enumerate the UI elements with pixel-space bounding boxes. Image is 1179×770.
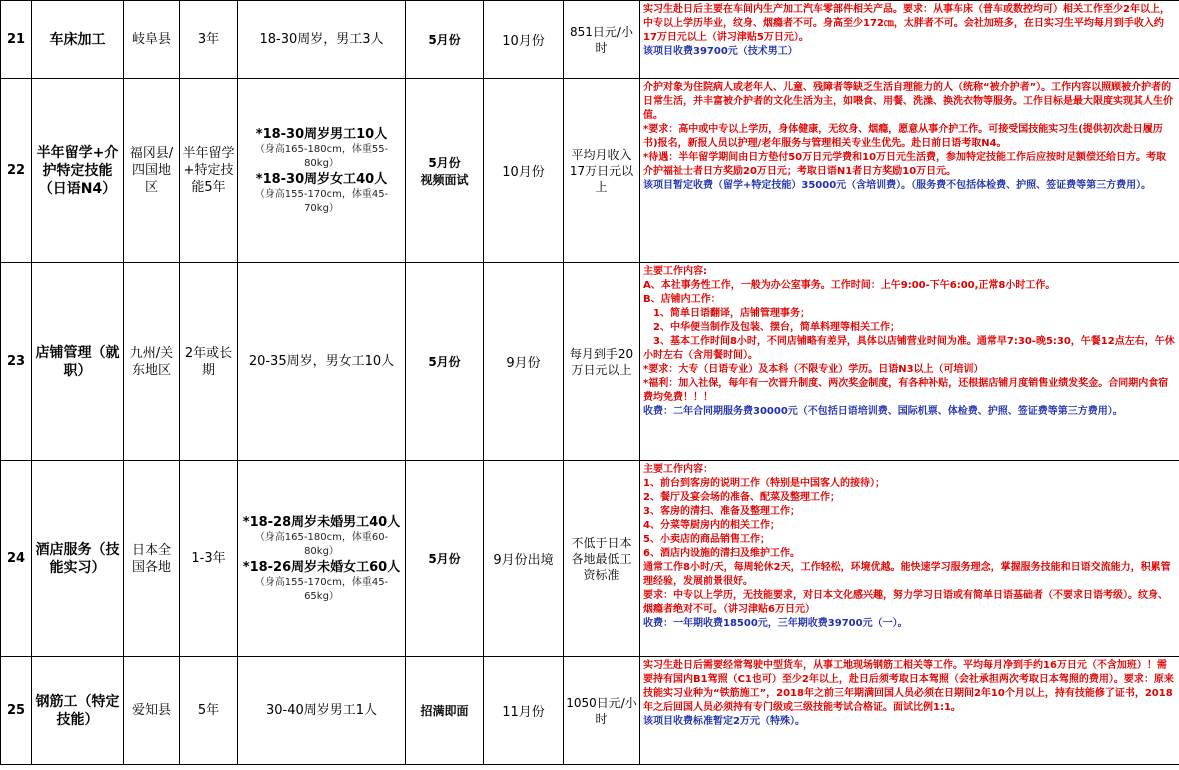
female-body-spec: （身高155-170cm，体重45-70kg）: [254, 188, 389, 214]
job-area: 九州/关东地区: [124, 263, 180, 461]
job-area: 爱知县: [124, 657, 180, 765]
table-row: [1, 1, 1179, 79]
detail-text: 实习生赴日后需要经常驾驶中型货车，从事工地现场钢筋工相关等工作。平均每月净到手约16万日元（不含加班）！需要持有国内B1驾照（C1也可）至少2年以上，赴日后须考取日本驾照（会社承担两次考取日本驾照的费用）。要求：原来技能实习业种为“铁筋施工”，2018年之前三年期满回国人员必须在日期间2年10个月以上，持有技能修了证书，2018年之后回国人员必须持有专门级或三级技能考试合格证。面试比例1:1。: [643, 660, 1174, 713]
departure-month: 9月份出境: [484, 461, 564, 657]
requirement-text: *要求：高中或中专以上学历，身体健康，无纹身、烟瘾，愿意从事介护工作。可接受国技能实习生(提供初次赴日履历书)报名，新报人员以护理/老年服务与管理相关专业生优先。赴日前日语考取N4。: [643, 124, 1163, 149]
detail-line: 3、客房的清扫、准备及整理工作；: [643, 506, 800, 517]
job-title: 钢筋工（特定技能）: [32, 657, 124, 765]
row-number: 25: [1, 657, 32, 765]
departure-month: 11月份: [484, 657, 564, 765]
interview-month: 5月份: [406, 461, 484, 657]
fee-text: 该项目收费39700元（技术男工）: [643, 46, 798, 57]
fee-text: 收费：一年期收费18500元，三年期收费39700元（一）。: [643, 618, 908, 629]
job-detail: [640, 263, 1179, 461]
detail-line: 5、小卖店的商品销售工作；: [643, 534, 770, 545]
detail-line: *要求：大专（日语专业）及本科（不限专业）学历。日语N3以上（可培训）: [643, 364, 984, 375]
fee-text: 该项目收费标准暂定2万元（特殊）。: [643, 716, 805, 727]
interview-month: 5月份: [406, 263, 484, 461]
recruit-requirement: [238, 79, 406, 263]
female-body-spec: （身高155-170cm，体重45-65kg）: [254, 576, 389, 602]
salary: 不低于日本各地最低工资标准: [564, 461, 640, 657]
salary: 851日元/小时: [564, 1, 640, 79]
recruit-requirement: [238, 461, 406, 657]
detail-line: B、店铺内工作：: [643, 294, 721, 305]
detail-line: *福利：加入社保，每年有一次晋升制度、两次奖金制度，有各种补贴，还根据店铺月度销售业绩发奖金。合同期内食宿费均免费！！！: [643, 378, 1169, 403]
male-body-spec: （身高165-180cm，体重60-80kg）: [254, 531, 389, 557]
fee-text: 该项目暂定收费（留学+特定技能）35000元（含培训费）。（服务费不包括体检费、护照、签证费等第三方费用）。: [643, 180, 1152, 191]
detail-line: 主要工作内容：: [643, 464, 713, 475]
departure-month: 9月份: [484, 263, 564, 461]
table-row: [1, 657, 1179, 765]
detail-text: 实习生赴日后主要在车间内生产加工汽车零部件相关产品。要求：从事车床（普车或数控均可）相关工作至少2年以上，中专以上学历毕业，纹身、烟瘾者不可。身高至少172㎝，太胖者不可。会社加班多，在日实习生平均每月到手收入约17万日元以上（讲习津贴5万日元）。: [643, 4, 1170, 43]
job-detail: [640, 657, 1179, 765]
interview-note: 视频面试: [420, 172, 469, 187]
job-title: 酒店服务（技能实习）: [32, 461, 124, 657]
interview-month: 招满即面: [406, 657, 484, 765]
male-requirement: *18-28周岁未婚男工40人: [242, 514, 401, 530]
recruit-requirement: 20-35周岁，男女工10人: [238, 263, 406, 461]
benefit-text: *待遇：半年留学期间由日方垫付50万日元学费和10万日元生活费，参加特定技能工作后应按时足额偿还给日方。考取介护福祉士者日方奖励20万日元；考取日语N1者日方奖励10万日元。: [643, 152, 1167, 177]
row-number: 21: [1, 1, 32, 79]
contract-term: 半年留学+特定技能5年: [180, 79, 238, 263]
interview-month: [406, 79, 484, 263]
table-row: [1, 263, 1179, 461]
detail-line: 3、基本工作时间8小时，不同店铺略有差异，具体以店铺营业时间为准。通常早7:30-晚5:30，午餐12点左右，午休小时左右（含用餐时间）。: [643, 336, 1175, 361]
table-row: [1, 461, 1179, 657]
male-body-spec: （身高165-180cm，体重55-80kg）: [254, 143, 389, 169]
detail-line: 要求：中专以上学历，无技能要求，对日本文化感兴趣，努力学习日语或有简单日语基础者（不要求日语考级）。纹身、烟瘾者绝对不可。（讲习津贴6万日元）: [643, 590, 1168, 615]
detail-line: 1、前台到客房的说明工作（特别是中国客人的接待）；: [643, 478, 885, 489]
row-number: 23: [1, 263, 32, 461]
job-area: 日本全国各地: [124, 461, 180, 657]
job-area: 岐阜县: [124, 1, 180, 79]
detail-line: 4、分菜等厨房内的相关工作；: [643, 520, 780, 531]
departure-month: 10月份: [484, 79, 564, 263]
fee-text: 收费：二年合同期服务费30000元（不包括日语培训费、国际机票、体检费、护照、签证费等第三方费用）。: [643, 406, 1123, 417]
job-title: 半年留学+介护特定技能（日语N4）: [32, 79, 124, 263]
job-detail: [640, 461, 1179, 657]
contract-term: 1-3年: [180, 461, 238, 657]
job-title: 车床加工: [32, 1, 124, 79]
detail-line: 1、简单日语翻译，店铺管理事务；: [643, 308, 810, 319]
female-requirement: *18-30周岁女工40人: [255, 171, 388, 187]
job-area: 福冈县/四国地区: [124, 79, 180, 263]
table-row: [1, 79, 1179, 263]
salary: 平均月收入17万日元以上: [564, 79, 640, 263]
row-number: 24: [1, 461, 32, 657]
detail-line: 通常工作8小时/天，每周轮休2天，工作轻松，环境优越。能快速学习服务理念，掌握服务技能和日语交流能力，积累管理经验，发展前景很好。: [643, 562, 1171, 587]
interview-month: 5月份: [406, 1, 484, 79]
female-requirement: *18-26周岁未婚女工60人: [242, 559, 401, 575]
job-detail: [640, 1, 1179, 79]
detail-line: 主要工作内容:: [643, 266, 707, 277]
detail-line: 6、酒店内设施的清扫及维护工作。: [643, 548, 800, 559]
contract-term: 5年: [180, 657, 238, 765]
job-title: 店铺管理（就职）: [32, 263, 124, 461]
departure-month: 10月份: [484, 1, 564, 79]
salary: 1050日元/小时: [564, 657, 640, 765]
interview-month-value: 5月份: [428, 155, 461, 170]
detail-line: 2、餐厅及宴会场的准备、配菜及整理工作；: [643, 492, 840, 503]
recruit-requirement: 18-30周岁，男工3人: [238, 1, 406, 79]
detail-text: 介护对象为住院病人或老年人、儿童、残障者等缺乏生活自理能力的人（统称“被介护者”）。工作内容以照顾被介护者的日常生活，并丰富被介护者的文化生活为主，如喂食、用餐、洗澡、换洗衣物等服务。工作目标是最大限度实现其人生价值。: [643, 82, 1173, 121]
recruit-requirement: 30-40周岁男工1人: [238, 657, 406, 765]
contract-term: 3年: [180, 1, 238, 79]
salary: 每月到手20万日元以上: [564, 263, 640, 461]
contract-term: 2年或长期: [180, 263, 238, 461]
detail-line: A、本社事务性工作，一般为办公室事务。工作时间：上午9:00-下午6:00,正常8小时工作。: [643, 280, 1056, 291]
detail-line: 2、中华便当制作及包装、摆台，简单料理等相关工作；: [643, 322, 900, 333]
row-number: 22: [1, 79, 32, 263]
job-detail: [640, 79, 1179, 263]
male-requirement: *18-30周岁男工10人: [255, 126, 388, 142]
